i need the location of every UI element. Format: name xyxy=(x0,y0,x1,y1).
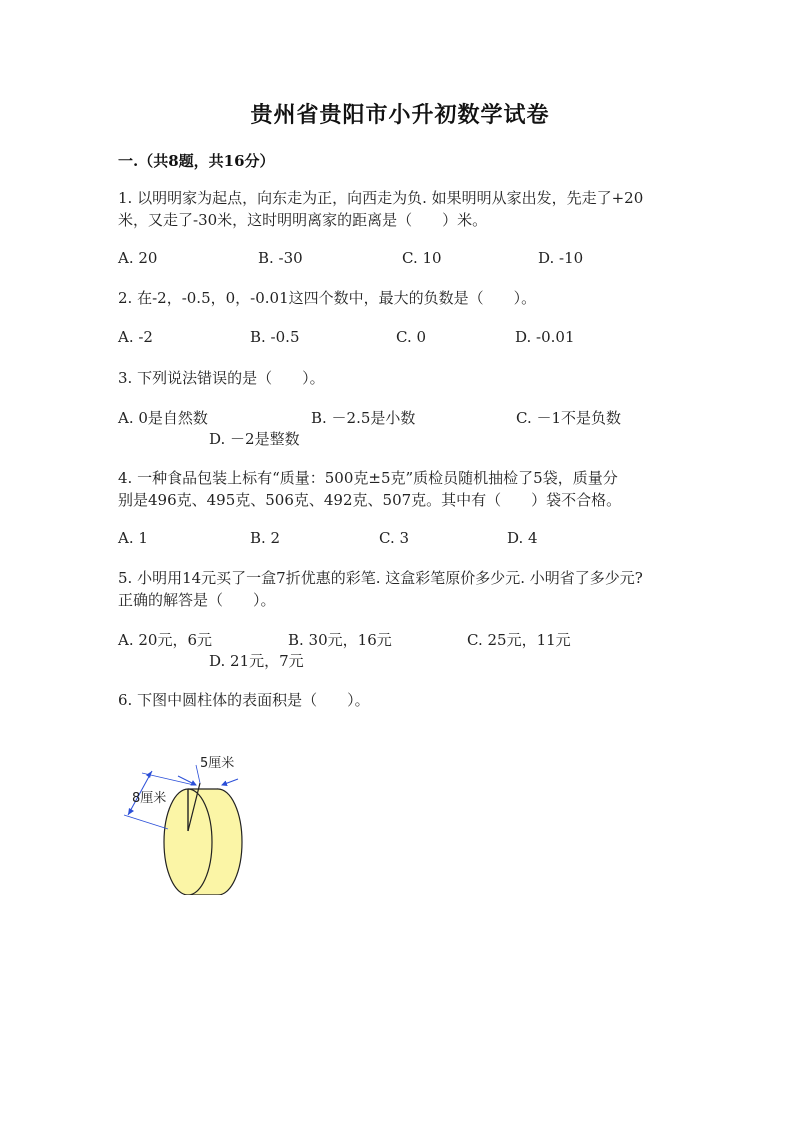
question-1-line-2: 米，又走了-30米，这时明明离家的距离是（ ）米。 xyxy=(118,211,488,229)
diameter-ext-bottom xyxy=(124,815,168,829)
q2-option-d: D. -0.01 xyxy=(515,328,575,346)
question-3 xyxy=(118,367,688,389)
q4-option-b: B. 2 xyxy=(250,529,281,547)
cylinder-figure xyxy=(120,745,260,895)
question-3-line-1: 3. 下列说法错误的是（ ）。 xyxy=(118,369,325,387)
diameter-arrowhead-top xyxy=(146,771,152,778)
question-5-line-2: 正确的解答是（ ）。 xyxy=(118,591,276,609)
q4-option-c: C. 3 xyxy=(379,529,410,547)
question-2 xyxy=(118,287,688,309)
question-4 xyxy=(118,467,688,511)
q1-option-d: D. -10 xyxy=(538,249,584,267)
q2-option-b: B. -0.5 xyxy=(250,328,300,346)
q5-option-b: B. 30元，16元 xyxy=(288,631,392,649)
question-1 xyxy=(118,187,688,231)
q5-option-a: A. 20元，6元 xyxy=(118,631,212,649)
q3-option-d: D. －2是整数 xyxy=(209,430,300,448)
q1-option-a: A. 20 xyxy=(118,249,158,267)
diameter-label: 8厘米 xyxy=(132,791,167,806)
page-title: 贵州省贵阳市小升初数学试卷 xyxy=(250,102,550,128)
q1-option-b: B. -30 xyxy=(258,249,303,267)
question-2-line-1: 2. 在-2，-0.5，0，-0.01这四个数中，最大的负数是（ ）。 xyxy=(118,289,537,307)
question-1-line-1: 1. 以明明家为起点，向东走为正，向西走为负. 如果明明从家出发，先走了+20 xyxy=(118,189,644,207)
question-5-line-1: 5. 小明用14元买了一盒7折优惠的彩笔. 这盒彩笔原价多少元. 小明省了多少元? xyxy=(118,569,643,587)
q5-option-c: C. 25元，11元 xyxy=(467,631,571,649)
section-heading: 一.（共8题，共16分） xyxy=(118,152,275,170)
question-5 xyxy=(118,567,688,611)
q5-option-d: D. 21元，7元 xyxy=(209,652,304,670)
q3-option-c: C. －1不是负数 xyxy=(516,409,622,427)
q3-option-a: A. 0是自然数 xyxy=(118,409,208,427)
question-4-line-1: 4. 一种食品包装上标有“质量：500克±5克”质检员随机抽检了5袋，质量分 xyxy=(118,469,618,487)
question-6-line-1: 6. 下图中圆柱体的表面积是（ ）。 xyxy=(118,691,370,709)
question-4-line-2: 别是496克、495克、506克、492克、507克。其中有（ ）袋不合格。 xyxy=(118,491,622,509)
q1-option-c: C. 10 xyxy=(402,249,442,267)
q4-option-a: A. 1 xyxy=(118,529,148,547)
height-arrow-right xyxy=(222,779,238,785)
q2-option-c: C. 0 xyxy=(396,328,427,346)
height-label: 5厘米 xyxy=(200,756,235,771)
q2-option-a: A. -2 xyxy=(118,328,153,346)
question-6 xyxy=(118,689,688,711)
q4-option-d: D. 4 xyxy=(507,529,538,547)
q3-option-b: B. －2.5是小数 xyxy=(311,409,416,427)
